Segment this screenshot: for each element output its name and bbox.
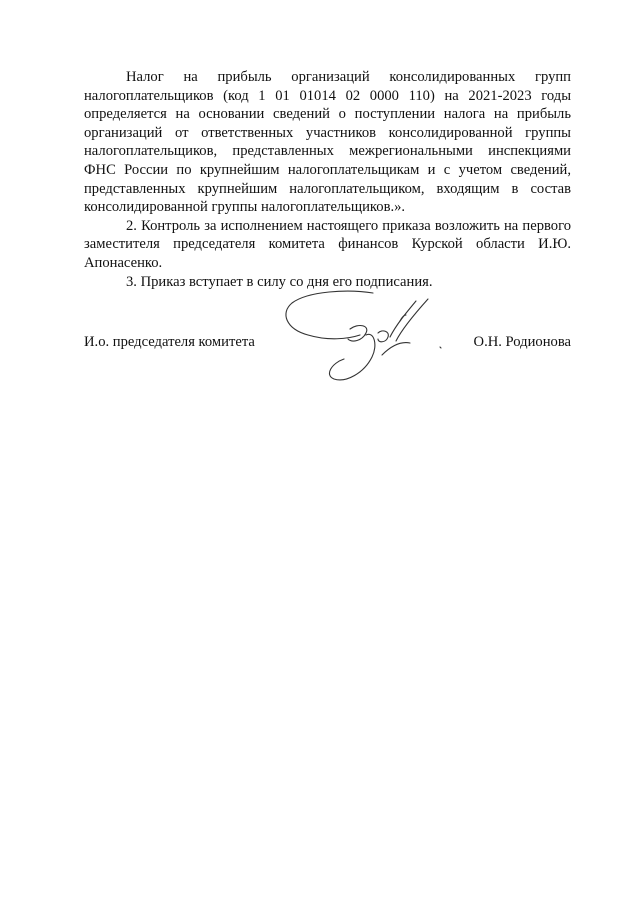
signer-position: И.о. председателя комитета <box>84 334 255 350</box>
signature-block <box>84 333 571 353</box>
paragraph-tax-definition: Налог на прибыль организаций консолидированных групп налогоплательщиков (код 1 01 01014 02 0000 110) на 2021-2023 годы определяется на основании сведений о поступлении налога на прибыль организаций от ответственных участников консолидированной группы налогоплательщиков, представленных межрегиональными инспекциями ФНС России по крупнейшим налогоплательщикам и с учетом сведений, представленных крупнейшим налогоплательщиком, входящим в состав консолидированной группы налогоплательщиков.». <box>84 69 571 216</box>
signer-name: О.Н. Родионова <box>473 334 571 350</box>
paragraph-effective-date: 3. Приказ вступает в силу со дня его подписания. <box>126 273 433 290</box>
paragraph-control-assignment: 2. Контроль за исполнением настоящего приказа возложить на первого заместителя председателя комитета финансов Курской области И.Ю. Апонасенко. <box>84 217 571 271</box>
document-body <box>84 68 571 291</box>
